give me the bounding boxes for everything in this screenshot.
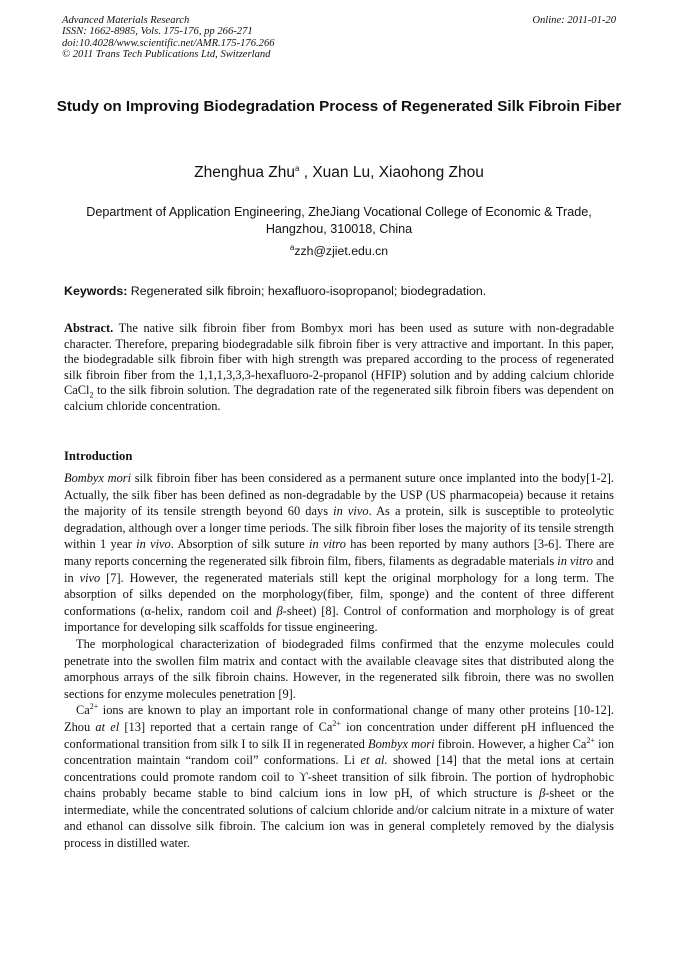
author-first: Zhenghua Zhu	[194, 164, 295, 181]
intro-paragraph-2: The morphological characterization of biodegraded films confirmed that the enzyme molecules could penetrate into the swollen film matrix and contact with the available cleavage sites that distributed along the amorphous arrays of the silk fibroin chains. However, in the regenerated silk fibroin, there was no swollen sections for enzyme molecules penetration [9].	[64, 636, 614, 701]
p3-e: ion concentration under different pH influenced the conformational transition from silk I to silk II in regenerated	[64, 719, 614, 751]
copyright-line: © 2011 Trans Tech Publications Ltd, Switzerland	[62, 49, 271, 61]
p1-b: silk fibroin fiber has been considered as a permanent suture once implanted into the body[1-2]. Actually, the silk fiber has been defined as non-degradable by the USP (US pharmacopeia) because it retains the majority of its tensile strength beyond 60 days	[64, 471, 614, 519]
issn-line: ISSN: 1662-8985, Vols. 175-176, pp 266-271	[62, 26, 253, 38]
p1-f: . Absorption of silk suture	[170, 537, 309, 552]
p3-h: ion concentration maintain “random coil” conformations. Li	[64, 736, 615, 768]
abstract-label: Abstract.	[64, 321, 114, 335]
journal-header	[62, 15, 616, 61]
p3-f: Bombyx mori	[368, 736, 435, 751]
email-sup: a	[289, 242, 295, 252]
intro-paragraph-3	[64, 702, 614, 851]
p1-k: vivo	[79, 570, 101, 585]
p1-g: in vitro	[309, 537, 346, 552]
p3-g-sup: 2+	[586, 735, 595, 745]
doi-line: doi:10.4028/www.scientific.net/AMR.175-176.266	[62, 37, 275, 49]
p1-c: in vivo	[333, 504, 369, 519]
p3-d-sup: 2+	[332, 718, 341, 728]
intro-paragraph-1	[64, 470, 614, 636]
p1-j: and in	[64, 553, 614, 585]
abstract-text-2: to the silk fibroin solution. The degradation rate of the regenerated silk fibroin fibers was dependent on calcium chloride concentration.	[64, 383, 614, 413]
author-list	[50, 164, 628, 182]
p3-j: showed [14] that the metal ions at certain concentrations could promote random coil to ϒ-sheet transition of silk fibroin. The portion of hydrophobic chains probably became stable to bind calcium ions in low pH, of which structure is	[64, 753, 615, 801]
p3-d: [13] reported that a certain range of Ca	[119, 719, 333, 734]
keywords	[64, 284, 618, 298]
p1-n: -sheet) [8]. Control of conformation and morphology is of great importance for developing silk scaffolds for tissue engineering.	[64, 603, 614, 635]
author-email	[50, 244, 628, 258]
keywords-text: Regenerated silk fibroin; hexafluoro-isopropanol; biodegradation.	[127, 284, 487, 298]
author-rest: , Xuan Lu, Xiaohong Zhou	[299, 164, 484, 181]
paper-title: Study on Improving Biodegradation Process of Regenerated Silk Fibroin Fiber	[56, 98, 622, 115]
introduction-body	[64, 470, 614, 852]
p1-a: Bombyx mori	[64, 471, 132, 485]
author-first-sup: a	[294, 163, 300, 173]
keywords-label: Keywords:	[64, 284, 128, 298]
p1-l: [7]. However, the regenerated materials still kept the original morphology for a long term. The absorption of silks depended on the morphology(fiber, film, sponge) and the content of three different conformations (α-helix, random coil and	[64, 570, 614, 618]
p3-a-sup: 2+	[89, 702, 99, 712]
abstract-text-1: The native silk fibroin fiber from Bombyx mori has been used as suture with non-degradable character. Therefore, preparing biodegradable silk fibroin fiber is very attractive and important. In this paper, the biodegradable silk fibroin fiber with high strength was prepared according to the process of regenerated silk fibroin fiber from the 1,1,1,3,3,3-hexafluoro-2-propanol (HFIP) solution and by adding calcium chloride CaCl	[64, 321, 614, 398]
p3-i: et al.	[360, 753, 388, 768]
email-address: zzh@zjiet.edu.cn	[294, 244, 389, 258]
p3-b: ions are known to play an important role in conformational change of many other proteins [10-12]. Zhou	[64, 703, 614, 734]
affiliation	[70, 204, 608, 238]
p3-l: -sheet or the intermediate, while the concentrated solutions of calcium chloride and/or calcium nitrate in a mixture of water and ethanol can dissolve silk fibroin. The calcium ion was in general completely removed by the dialysis process in distilled water.	[64, 786, 614, 851]
p1-i: in vitro	[557, 553, 593, 568]
p1-h: has been reported by many authors [3-6]. There are many reports concerning the regenerated silk fibroin film, fibers, filaments as degradable materials	[64, 537, 614, 568]
online-date: Online: 2011-01-20	[532, 15, 616, 26]
affiliation-line-1: Department of Application Engineering, ZheJiang Vocational College of Economic & Trade,	[86, 205, 592, 219]
p3-c: at el	[95, 719, 120, 734]
abstract-sub: 2	[89, 390, 94, 400]
p3-a: Ca	[76, 703, 90, 718]
p1-e: in vivo	[136, 537, 171, 552]
abstract	[64, 321, 614, 415]
p3-k: β	[539, 786, 546, 801]
p1-d: . As a protein, silk is susceptible to proteolytic degradation, although over a longer time periods. The silk fibroin fiber loses the majority of its tensile strength within 1 year	[64, 504, 615, 552]
journal-name: Advanced Materials Research	[62, 15, 190, 26]
p3-g: fibroin. However, a higher Ca	[434, 736, 587, 751]
p1-m: β	[276, 603, 283, 618]
introduction-heading: Introduction	[64, 449, 133, 463]
affiliation-line-2: Hangzhou, 310018, China	[265, 222, 413, 236]
